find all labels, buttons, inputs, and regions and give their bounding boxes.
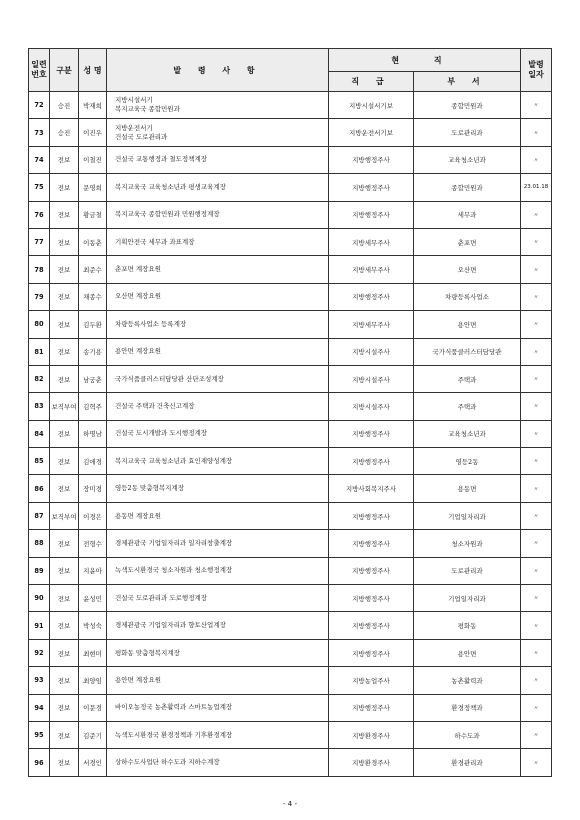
table-row [29, 721, 552, 748]
row-no: 77 [29, 228, 50, 255]
row-no: 73 [29, 119, 50, 146]
row-order-line: 녹색도시환경국 청소자원과 청소행정계장 [115, 566, 233, 575]
row-order [107, 393, 329, 420]
row-rank: 지방행정주사 [329, 502, 414, 529]
row-type: 전보 [50, 694, 79, 721]
table-row [29, 557, 552, 584]
personnel-order-table [28, 48, 552, 777]
row-dept: 주택과 [414, 393, 521, 420]
row-order-line: 춘포면 계장요원 [115, 265, 162, 274]
row-order [107, 338, 329, 365]
row-dept: 도로관리과 [414, 119, 521, 146]
row-name: 남궁춘 [79, 365, 107, 392]
row-no: 78 [29, 256, 50, 283]
row-order [107, 639, 329, 666]
row-type: 전보 [50, 749, 79, 776]
row-order [107, 119, 329, 146]
row-type: 전보 [50, 448, 79, 475]
table-row [29, 667, 552, 694]
row-order-line: 용안면 계장요원 [115, 675, 162, 684]
row-no: 94 [29, 694, 50, 721]
row-dept: 용안면 [414, 311, 521, 338]
row-type: 전보 [50, 585, 79, 612]
row-no: 92 [29, 639, 50, 666]
table-row [29, 92, 552, 119]
row-dept: 용안면 [414, 639, 521, 666]
row-no: 89 [29, 557, 50, 584]
row-type: 승진 [50, 119, 79, 146]
row-date: 〃 [521, 530, 552, 557]
row-no: 90 [29, 585, 50, 612]
row-dept: 국가식품클러스터담당관 [414, 338, 521, 365]
row-no: 76 [29, 201, 50, 228]
row-type: 전보 [50, 174, 79, 201]
row-type: 전보 [50, 721, 79, 748]
row-name: 황금철 [79, 201, 107, 228]
row-order-line: 지방시설서기 [115, 96, 153, 105]
row-date: 〃 [521, 146, 552, 173]
row-rank: 지방행정주사 [329, 420, 414, 447]
row-type: 전보 [50, 612, 79, 639]
header-rank: 직 급 [329, 72, 414, 92]
row-order [107, 530, 329, 557]
row-order-line: 평화동 맞춤형복지계장 [115, 648, 180, 657]
row-rank: 지방행정주사 [329, 283, 414, 310]
row-dept: 환경관리과 [414, 749, 521, 776]
row-name: 최양임 [79, 667, 107, 694]
row-order [107, 667, 329, 694]
row-no: 91 [29, 612, 50, 639]
row-name: 서경인 [79, 749, 107, 776]
row-rank: 지방행정주사 [329, 612, 414, 639]
row-date: 〃 [521, 749, 552, 776]
row-order [107, 174, 329, 201]
row-order-line: 상하수도사업단 하수도과 지하수계장 [115, 758, 220, 767]
row-name: 지윤아 [79, 557, 107, 584]
row-rank: 지방행정주사 [329, 201, 414, 228]
row-date: 〃 [521, 721, 552, 748]
row-type: 전보 [50, 311, 79, 338]
table-row [29, 365, 552, 392]
table-row [29, 694, 552, 721]
row-order-line: 건설국 도시개발과 도시행정계장 [115, 429, 208, 438]
row-dept: 종합민원과 [414, 174, 521, 201]
row-type: 전보 [50, 475, 79, 502]
row-rank: 지방행정주사 [329, 146, 414, 173]
row-order [107, 585, 329, 612]
table-row [29, 393, 552, 420]
row-order-line: 경제관광국 기업일자리과 일자리창출계장 [115, 538, 233, 547]
row-no: 80 [29, 311, 50, 338]
row-type: 전보 [50, 338, 79, 365]
row-name: 장미경 [79, 475, 107, 502]
row-order [107, 721, 329, 748]
row-name: 김혁주 [79, 393, 107, 420]
row-order-line: 용동면 계장요원 [115, 511, 162, 520]
row-date: 〃 [521, 338, 552, 365]
table-row [29, 639, 552, 666]
row-name: 윤성민 [79, 585, 107, 612]
header-current: 현 직 [329, 49, 521, 72]
header-order: 발 령 사 항 [107, 49, 329, 92]
row-rank: 지방환경주사 [329, 721, 414, 748]
row-no: 81 [29, 338, 50, 365]
row-order-line: 녹색도시환경국 환경정책과 기후환경계장 [115, 730, 233, 739]
table-row [29, 283, 552, 310]
row-no: 82 [29, 365, 50, 392]
row-type: 승진 [50, 92, 79, 119]
row-order [107, 694, 329, 721]
table-row [29, 119, 552, 146]
row-date: 〃 [521, 612, 552, 639]
row-order [107, 749, 329, 776]
row-rank: 지방세무주사 [329, 228, 414, 255]
row-order [107, 146, 329, 173]
row-no: 74 [29, 146, 50, 173]
row-dept: 교육청소년과 [414, 146, 521, 173]
table-row [29, 311, 552, 338]
row-date: 〃 [521, 228, 552, 255]
row-order-line: 복지교육국 교육청소년과 효인재양성계장 [115, 456, 233, 465]
row-date: 〃 [521, 448, 552, 475]
row-order-line: 복지교육국 교육청소년과 평생교육계장 [115, 182, 226, 191]
row-name: 이경은 [79, 502, 107, 529]
row-date: 23.01.18 [521, 174, 552, 201]
table-row [29, 420, 552, 447]
row-order [107, 365, 329, 392]
row-name: 최현미 [79, 639, 107, 666]
row-date: 〃 [521, 283, 552, 310]
row-dept: 청소자원과 [414, 530, 521, 557]
table-row [29, 174, 552, 201]
row-name: 채종수 [79, 283, 107, 310]
row-type: 전보 [50, 146, 79, 173]
row-order-line: 기획안전국 세무과 과표계장 [115, 237, 195, 246]
row-rank: 지방시설주사 [329, 393, 414, 420]
row-dept: 종합민원과 [414, 92, 521, 119]
row-no: 72 [29, 92, 50, 119]
row-no: 83 [29, 393, 50, 420]
row-name: 박재희 [79, 92, 107, 119]
table-row [29, 475, 552, 502]
row-date: 〃 [521, 119, 552, 146]
row-date: 〃 [521, 393, 552, 420]
row-dept: 세무과 [414, 201, 521, 228]
row-order-line: 건설국 주택과 건축신고계장 [115, 401, 195, 410]
row-order [107, 201, 329, 228]
row-type: 전보 [50, 557, 79, 584]
row-no: 84 [29, 420, 50, 447]
row-order [107, 256, 329, 283]
row-dept: 기업일자리과 [414, 585, 521, 612]
row-rank: 지방사회복지주사 [329, 475, 414, 502]
row-order-line: 영등2동 맞춤형복지계장 [115, 484, 184, 493]
row-order-line: 건설국 도로관리과 도로행정계장 [115, 593, 208, 602]
row-date: 〃 [521, 667, 552, 694]
row-date: 〃 [521, 557, 552, 584]
row-dept: 영등2동 [414, 448, 521, 475]
table-row [29, 256, 552, 283]
row-order [107, 420, 329, 447]
row-date: 〃 [521, 585, 552, 612]
row-name: 하명남 [79, 420, 107, 447]
row-order-line: 건설국 교통행정과 철도정책계장 [115, 155, 208, 164]
row-no: 79 [29, 283, 50, 310]
row-name: 박성숙 [79, 612, 107, 639]
table-row [29, 146, 552, 173]
row-order [107, 557, 329, 584]
row-dept: 용동면 [414, 475, 521, 502]
header-no: 일련 번호 [29, 49, 50, 92]
row-no: 85 [29, 448, 50, 475]
row-date: 〃 [521, 475, 552, 502]
row-dept: 차량등록사업소 [414, 283, 521, 310]
row-no: 86 [29, 475, 50, 502]
row-order [107, 283, 329, 310]
row-name: 이동춘 [79, 228, 107, 255]
personnel-table-page [28, 48, 551, 777]
row-no: 95 [29, 721, 50, 748]
row-type: 보직부여 [50, 502, 79, 529]
row-order [107, 502, 329, 529]
row-order [107, 311, 329, 338]
row-dept: 환경정책과 [414, 694, 521, 721]
table-row [29, 338, 552, 365]
table-header [29, 49, 552, 92]
row-rank: 지방행정주사 [329, 585, 414, 612]
row-dept: 하수도과 [414, 721, 521, 748]
row-type: 전보 [50, 639, 79, 666]
row-dept: 주택과 [414, 365, 521, 392]
row-order-line: 경제관광국 기업일자리과 향토산업계장 [115, 621, 226, 630]
row-order-line: 지방운전서기 [115, 123, 153, 132]
row-dept: 농촌활력과 [414, 667, 521, 694]
table-row [29, 502, 552, 529]
row-rank: 지방시설서기보 [329, 92, 414, 119]
row-order-line: 오산면 계장요원 [115, 292, 162, 301]
row-order-line: 바이오농정국 농촌활력과 스마트농업계장 [115, 703, 233, 712]
row-date: 〃 [521, 92, 552, 119]
header-date: 발령 일자 [521, 49, 552, 92]
row-name: 김애경 [79, 448, 107, 475]
table-body [29, 92, 552, 777]
row-order-line: 용안면 계장요원 [115, 347, 162, 356]
row-rank: 지방행정주사 [329, 530, 414, 557]
row-name: 이문경 [79, 694, 107, 721]
row-date: 〃 [521, 639, 552, 666]
row-order-line: 복지교육국 종합민원과 [115, 105, 180, 114]
row-dept: 기업일자리과 [414, 502, 521, 529]
row-name: 최준수 [79, 256, 107, 283]
row-rank: 지방행정주사 [329, 639, 414, 666]
header-name: 성 명 [79, 49, 107, 92]
row-rank: 지방행정주사 [329, 174, 414, 201]
row-type: 전보 [50, 365, 79, 392]
row-type: 보직부여 [50, 393, 79, 420]
row-date: 〃 [521, 311, 552, 338]
row-type: 전보 [50, 530, 79, 557]
row-rank: 지방세무주사 [329, 311, 414, 338]
row-dept: 교육청소년과 [414, 420, 521, 447]
row-dept: 춘포면 [414, 228, 521, 255]
row-date: 〃 [521, 365, 552, 392]
row-rank: 지방행정주사 [329, 557, 414, 584]
row-dept: 평화동 [414, 612, 521, 639]
table-row [29, 448, 552, 475]
header-type: 구분 [50, 49, 79, 92]
row-rank: 지방환경주사 [329, 749, 414, 776]
page-number: - 4 - [283, 800, 297, 808]
table-row [29, 612, 552, 639]
row-no: 96 [29, 749, 50, 776]
row-order-line: 건설국 도로관리과 [115, 132, 168, 141]
row-order [107, 228, 329, 255]
row-type: 전보 [50, 228, 79, 255]
row-no: 88 [29, 530, 50, 557]
row-rank: 지방운전서기보 [329, 119, 414, 146]
row-order [107, 92, 329, 119]
row-order-line: 차량등록사업소 등록계장 [115, 319, 187, 328]
table-row [29, 228, 552, 255]
row-name: 전형수 [79, 530, 107, 557]
row-date: 〃 [521, 694, 552, 721]
row-name: 문영희 [79, 174, 107, 201]
row-date: 〃 [521, 420, 552, 447]
row-date: 〃 [521, 201, 552, 228]
row-type: 전보 [50, 256, 79, 283]
row-type: 전보 [50, 420, 79, 447]
table-row [29, 530, 552, 557]
row-order [107, 448, 329, 475]
row-rank: 지방시설주사 [329, 365, 414, 392]
row-rank: 지방시설주사 [329, 338, 414, 365]
row-rank: 지방행정주사 [329, 694, 414, 721]
row-order [107, 612, 329, 639]
row-name: 이진우 [79, 119, 107, 146]
row-type: 전보 [50, 667, 79, 694]
row-rank: 지방행정주사 [329, 448, 414, 475]
row-name: 김준기 [79, 721, 107, 748]
row-dept: 도로관리과 [414, 557, 521, 584]
row-no: 75 [29, 174, 50, 201]
table-row [29, 201, 552, 228]
row-date: 〃 [521, 502, 552, 529]
row-rank: 지방농업주사 [329, 667, 414, 694]
row-name: 송기용 [79, 338, 107, 365]
row-no: 87 [29, 502, 50, 529]
row-type: 전보 [50, 201, 79, 228]
row-date: 〃 [521, 256, 552, 283]
row-type: 전보 [50, 283, 79, 310]
row-order-line: 국가식품클러스터담당관 산단조성계장 [115, 374, 224, 383]
row-dept: 오산면 [414, 256, 521, 283]
table-row [29, 585, 552, 612]
row-no: 93 [29, 667, 50, 694]
row-rank: 지방세무주사 [329, 256, 414, 283]
header-dept: 부 서 [414, 72, 521, 92]
table-row [29, 749, 552, 776]
row-name: 김두환 [79, 311, 107, 338]
row-name: 이철진 [79, 146, 107, 173]
row-order [107, 475, 329, 502]
row-order-line: 복지교육국 종합민원과 민원행정계장 [115, 210, 220, 219]
